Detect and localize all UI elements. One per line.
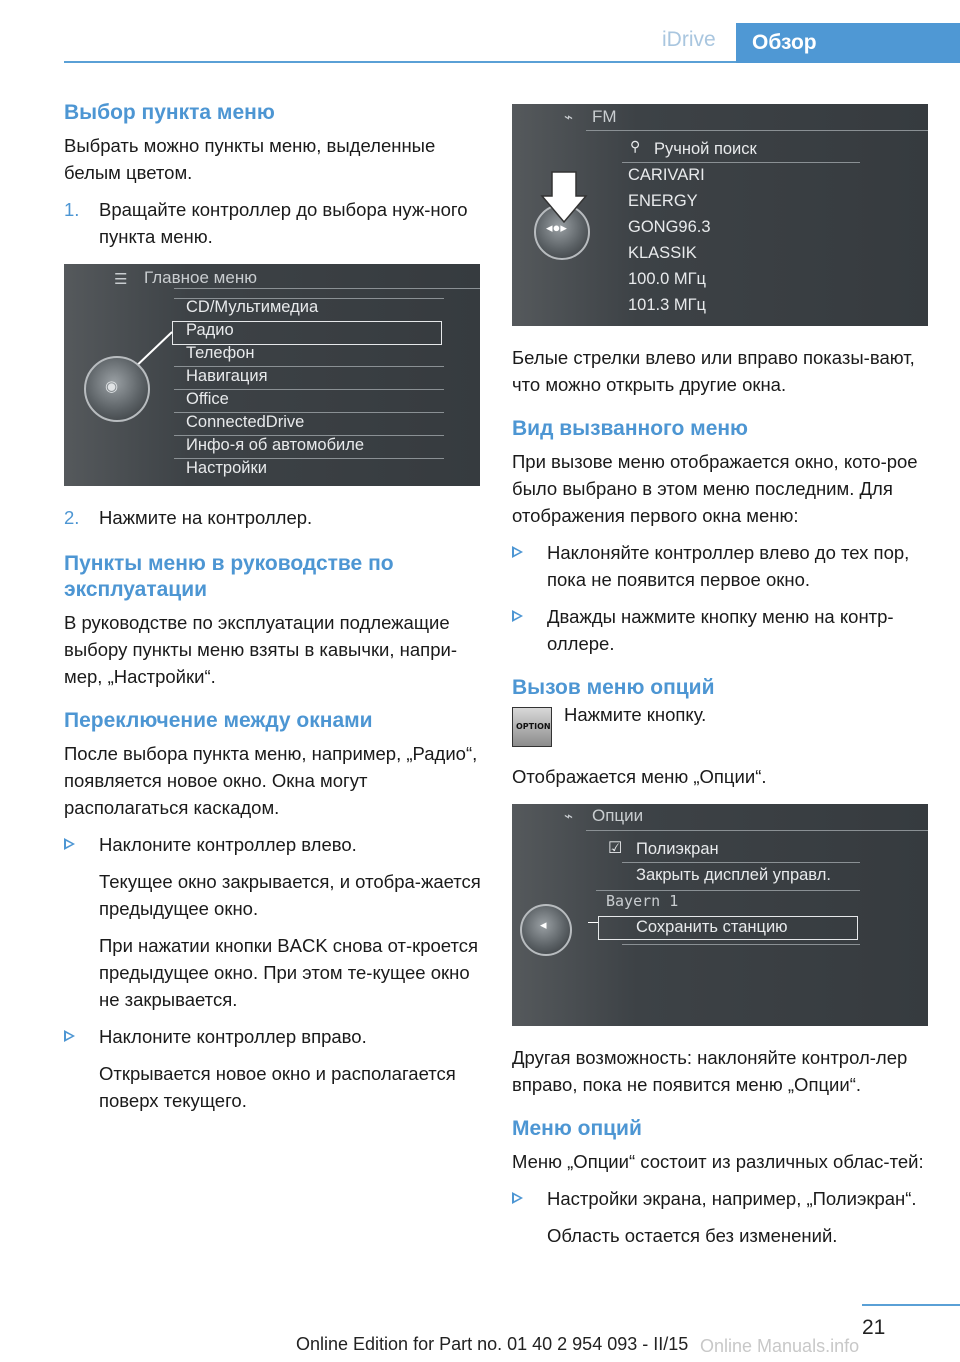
bullet-menu-1	[512, 1185, 930, 1212]
screen2-item: 101.3 МГц	[628, 296, 707, 314]
screen1-item: CD/Мультимедиа	[186, 298, 319, 316]
heading-call: Вызов меню опций	[512, 676, 715, 699]
antenna-icon: ⌁	[564, 808, 574, 825]
para-items: В руководстве по эксплуатации подлежащие выбору пункты меню взяты в кавычки, напри‐мер, „Настройки“.	[64, 612, 457, 687]
para-other: Другая возможность: наклоняйте контрол‐лер вправо, пока не появится меню „Опции“.	[512, 1047, 908, 1095]
header-tab	[736, 23, 960, 63]
footer-rule	[862, 1304, 960, 1306]
para-press: Нажмите кнопку.	[564, 704, 707, 725]
para-view: При вызове меню отображается окно, кото‐рое было выбрано в этом меню последним. Для отображения первого окна меню:	[512, 451, 918, 526]
bullet-left-sub-2: При нажатии кнопки BACK снова от‐кроется предыдущее окно. При этом те‐кущее окно не закрывается.	[99, 935, 479, 1010]
bullet-triangle-icon	[512, 610, 523, 622]
bullet-left	[64, 831, 482, 858]
antenna-icon: ⌁	[564, 109, 574, 126]
screen-options	[512, 804, 928, 1026]
bullet-right	[64, 1023, 482, 1050]
screen1-item: Office	[186, 390, 229, 408]
screen2-item: CARIVARI	[628, 166, 705, 184]
step-1-text: Вращайте контроллер до выбора нуж‐ного пункта меню.	[99, 199, 468, 247]
screen3-item: Закрыть дисплей управл.	[636, 866, 831, 884]
arrow-left-right-icon: ◂●▸	[546, 220, 567, 235]
bullet-triangle-icon	[64, 838, 75, 850]
heading-menu: Меню опций	[512, 1117, 642, 1140]
radio-signal-icon: ◉	[105, 378, 119, 395]
step-2-number: 2.	[64, 507, 80, 528]
right-column	[512, 100, 930, 1259]
screen2-item: KLASSIK	[628, 244, 697, 262]
option-button-label: OPTION	[516, 722, 551, 731]
screen2-item: ENERGY	[628, 192, 698, 210]
step-2	[64, 504, 482, 531]
para-arrows: Белые стрелки влево или вправо показы‐вают, что можно открыть другие окна.	[512, 347, 915, 395]
bullet-right-text: Наклоните контроллер вправо.	[99, 1026, 367, 1047]
heading-view: Вид вызванного меню	[512, 417, 748, 440]
screen1-item: ConnectedDrive	[186, 413, 305, 431]
option-row	[512, 704, 930, 751]
screen-main-menu	[64, 264, 480, 486]
bullet-right-sub-1: Открывается новое окно и располагается поверх текущего.	[99, 1063, 456, 1111]
screen1-item: Телефон	[186, 344, 255, 362]
header-section: iDrive	[662, 28, 716, 51]
watermark: Online Manuals.info	[700, 1336, 860, 1356]
arrow-left-icon: ◂	[540, 917, 547, 932]
screen2-item: GONG96.3	[628, 218, 711, 236]
left-column	[64, 100, 482, 1124]
screen1-item: Навигация	[186, 367, 268, 385]
heading-select: Выбор пункта меню	[64, 101, 275, 124]
option-button-icon	[512, 707, 552, 747]
step-2-text: Нажмите на контроллер.	[99, 507, 313, 528]
bullet-triangle-icon	[512, 1192, 523, 1204]
bullet-triangle-icon	[512, 546, 523, 558]
step-1	[64, 196, 482, 250]
page-number: 21	[862, 1316, 886, 1339]
heading-items: Пункты меню в руководстве по эксплуатации	[64, 552, 394, 601]
heading-switch: Переключение между окнами	[64, 709, 373, 732]
bullet-view-1	[512, 539, 930, 593]
para-switch: После выбора пункта меню, например, „Радио“, появляется новое окно. Окна могут располагаться каскадом.	[64, 743, 478, 818]
step-1-number: 1.	[64, 199, 80, 220]
screen2-item: 100.0 МГц	[628, 270, 707, 288]
bullet-triangle-icon	[64, 1030, 75, 1042]
screen3-title: Опции	[592, 806, 644, 825]
screen-fm	[512, 104, 928, 326]
bullet-menu-1-sub: Область остается без изменений.	[547, 1225, 838, 1246]
bullet-menu-1-text: Настройки экрана, например, „Полиэкран“.	[547, 1188, 917, 1209]
screen3-station: Bayern 1	[606, 892, 679, 910]
checkmark-icon: ☑	[608, 840, 623, 857]
menu-list-icon: ☰	[114, 271, 128, 288]
para-select: Выбрать можно пункты меню, выделенные белым цветом.	[64, 135, 436, 183]
screen1-item: Настройки	[186, 459, 267, 477]
bullet-view-1-text: Наклоняйте контроллер влево до тех пор, пока не появится первое окно.	[547, 542, 910, 590]
screen2-item: Ручной поиск	[654, 140, 757, 158]
bullet-left-sub-1: Текущее окно закрывается, и отобра‐жается предыдущее окно.	[99, 871, 481, 919]
down-arrow-icon	[540, 170, 588, 226]
para-menu: Меню „Опции“ состоит из различных облас‐тей:	[512, 1151, 924, 1172]
para-shown: Отображается меню „Опции“.	[512, 766, 767, 787]
bullet-left-text: Наклоните контроллер влево.	[99, 834, 357, 855]
screen3-item: Полиэкран	[636, 840, 719, 858]
bullet-view-2	[512, 603, 930, 657]
footer-edition: Online Edition for Part no. 01 40 2 954 093 - II/15	[296, 1334, 689, 1354]
screen3-item: Сохранить станцию	[636, 918, 788, 936]
screen1-item: Инфо-я об автомобиле	[186, 436, 365, 454]
screen1-title: Главное меню	[144, 268, 257, 287]
search-icon: ⚲	[630, 138, 641, 154]
header-tab-label: Обзор	[752, 31, 817, 54]
screen1-item: Радио	[186, 321, 234, 339]
bullet-view-2-text: Дважды нажмите кнопку меню на контр‐оллере.	[547, 606, 894, 654]
screen2-title: FM	[592, 107, 617, 126]
